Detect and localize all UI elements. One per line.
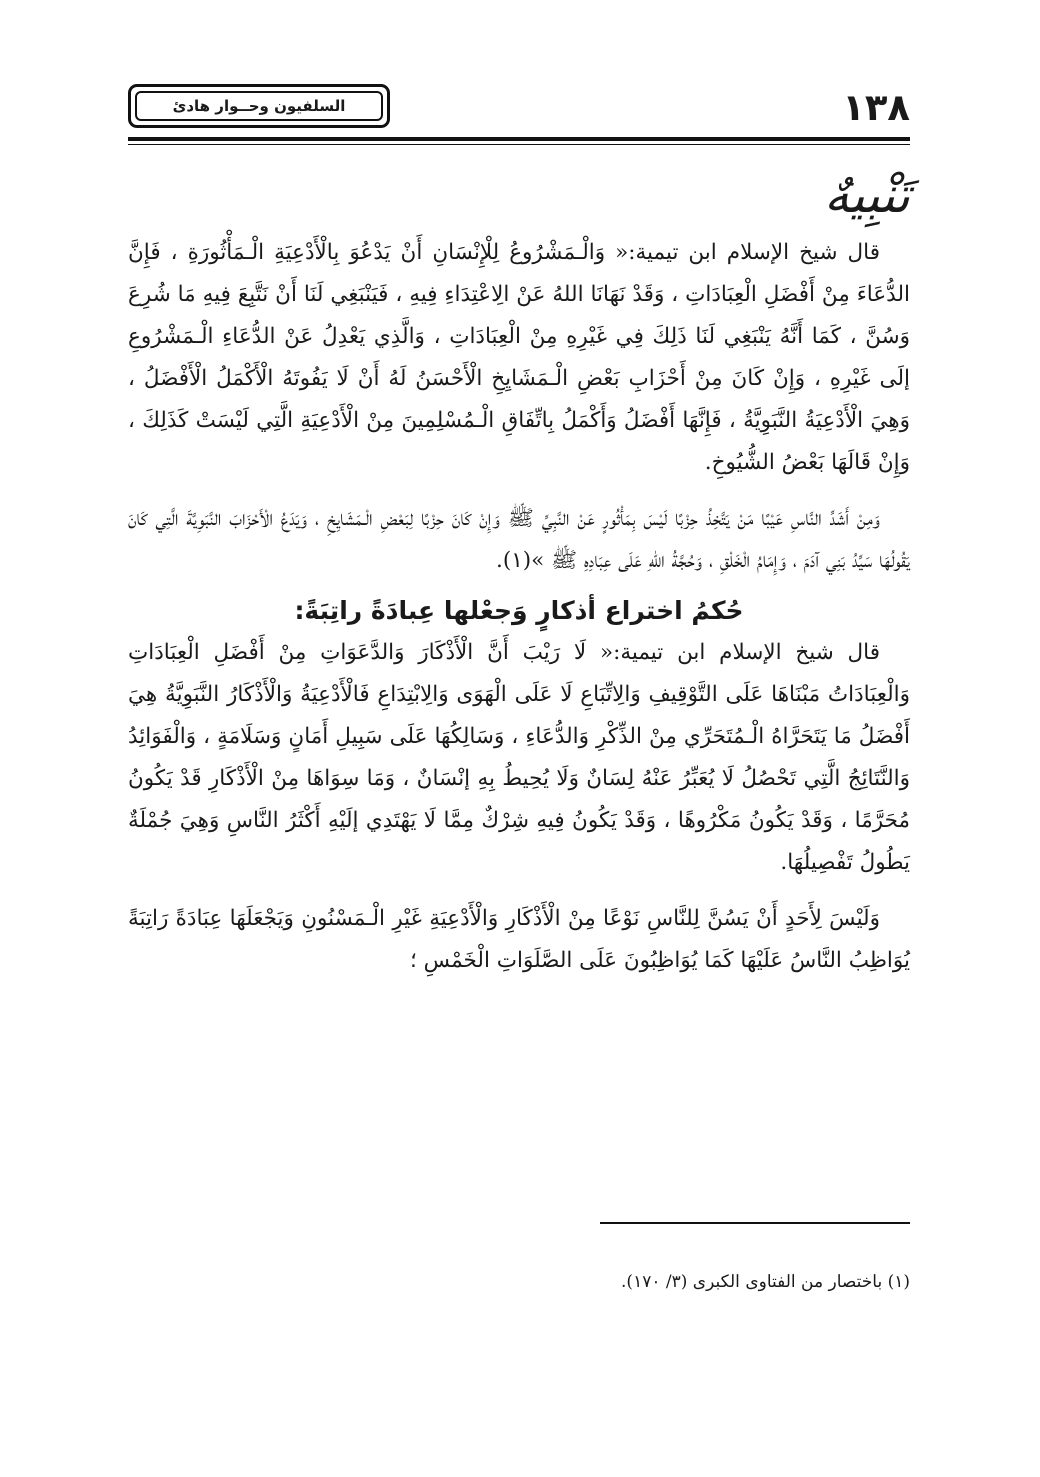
header-rule-thick	[128, 137, 910, 141]
page-number: ١٣٨	[842, 86, 910, 129]
book-title: السلفيون وحــوار هادئ	[135, 91, 383, 121]
calligraphic-heading: تَنْبِيهٌ	[824, 166, 910, 224]
section-title: حُكمُ اختراع أذكارٍ وَجعْلها عِبادَةً راتِبَةً:	[294, 596, 744, 625]
main-text	[128, 232, 910, 982]
paragraph-1: قال شيخ الإسلام ابن تيمية:« وَالْـمَشْرُوعُ لِلْإِنْسَانِ أَنْ يَدْعُوَ بِالْأَدْعِيَةِ الْـمَأْثُورَةِ ، فَإِنَّ الدُّعَاءَ مِنْ أَفْضَلِ الْعِبَادَاتِ ، وَقَدْ نَهَانَا اللهُ عَنْ الِاعْتِدَاءِ فِيهِ ، فَيَنْبَغِي لَنَا أَنْ نَتَّبِعَ فِيهِ مَا شُرِعَ وَسُنَّ ، كَمَا أَنَّهُ يَنْبَغِي لَنَا ذَلِكَ فِي غَيْرِهِ مِنْ الْعِبَادَاتِ ، وَالَّذِي يَعْدِلُ عَنْ الدُّعَاءِ الْـمَشْرُوعِ إلَى غَيْرِهِ ، وَإِنْ كَانَ مِنْ أَحْزَابِ بَعْضِ الْـمَشَايِخِ الْأَحْسَنُ لَهُ أَنْ لَا يَفُوتَهُ الْأَكْمَلُ الْأَفْضَلُ ، وَهِيَ الْأَدْعِيَةُ النَّبَوِيَّةُ ، فَإِنَّهَا أَفْضَلُ وَأَكْمَلُ بِاتِّفَاقِ الْـمُسْلِمِينَ مِنْ الْأَدْعِيَةِ الَّتِي لَيْسَتْ كَذَلِكَ ، وَإِنْ قَالَهَا بَعْضُ الشُّيُوخِ.	[128, 240, 910, 475]
header-rule-thin	[128, 144, 910, 145]
paragraph-2: وَمِنْ أَشَدِّ النَّاسِ عَيْبًا مَنْ يَتَّخِذُ حِزْبًا لَيْسَ بِمَأْثُورٍ عَنْ النَّبِيِّ ﷺ وَإِنْ كَانَ حِزْبًا لِبَعْضِ الْـمَشَايِخِ ، وَيَدَعُ الْأَحْزَابَ النَّبَوِيَّةَ الَّتِي كَانَ يَقُولُهَا سَيِّدُ بَنِي آدَمَ ، وَإِمَامُ الْخَلْقِ ، وَحُجَّةُ اللهِ عَلَى عِبَادِهِ ﷺ »(١).	[128, 506, 910, 573]
paragraph-4: وَلَيْسَ لِأَحَدٍ أَنْ يَسُنَّ لِلنَّاسِ نَوْعًا مِنْ الْأَذْكَارِ وَالْأَدْعِيَةِ غَيْرِ الْـمَسْنُونِ وَيَجْعَلَهَا عِبَادَةً رَاتِبَةً يُوَاظِبُ النَّاسُ عَلَيْهَا كَمَا يُوَاظِبُونَ عَلَى الصَّلَوَاتِ الْخَمْسِ ؛	[128, 906, 910, 973]
footnote-separator	[600, 1222, 910, 1224]
footnote: (١) باختصار من الفتاوى الكبرى (٣/ ١٧٠).	[621, 1272, 910, 1292]
paragraph-3: قال شيخ الإسلام ابن تيمية:« لَا رَيْبَ أَنَّ الْأَذْكَارَ وَالدَّعَوَاتِ مِنْ أَفْضَلِ الْعِبَادَاتِ وَالْعِبَادَاتُ مَبْنَاهَا عَلَى التَّوْقِيفِ وَالِاتِّبَاعِ لَا عَلَى الْهَوَى وَالِابْتِدَاعِ فَالْأَدْعِيَةُ وَالْأَذْكَارُ النَّبَوِيَّةُ هِيَ أَفْضَلُ مَا يَتَحَرَّاهُ الْـمُتَحَرِّي مِنْ الذِّكْرِ وَالدُّعَاءِ ، وَسَالِكُهَا عَلَى سَبِيلِ أَمَانٍ وَسَلَامَةٍ ، وَالْفَوَائِدُ وَالنَّتَائِجُ الَّتِي تَحْصُلُ لَا يُعَبِّرُ عَنْهُ لِسَانٌ وَلَا يُحِيطُ بِهِ إنْسَانٌ ، وَمَا سِوَاهَا مِنْ الْأَذْكَارِ قَدْ يَكُونُ مُحَرَّمًا ، وَقَدْ يَكُونُ مَكْرُوهًا ، وَقَدْ يَكُونُ فِيهِ شِرْكٌ مِمَّا لَا يَهْتَدِي إلَيْهِ أَكْثَرُ النَّاسِ وَهِيَ جُمْلَةٌ يَطُولُ تَفْصِيلُهَا.	[128, 640, 910, 875]
running-header-box	[128, 84, 390, 128]
